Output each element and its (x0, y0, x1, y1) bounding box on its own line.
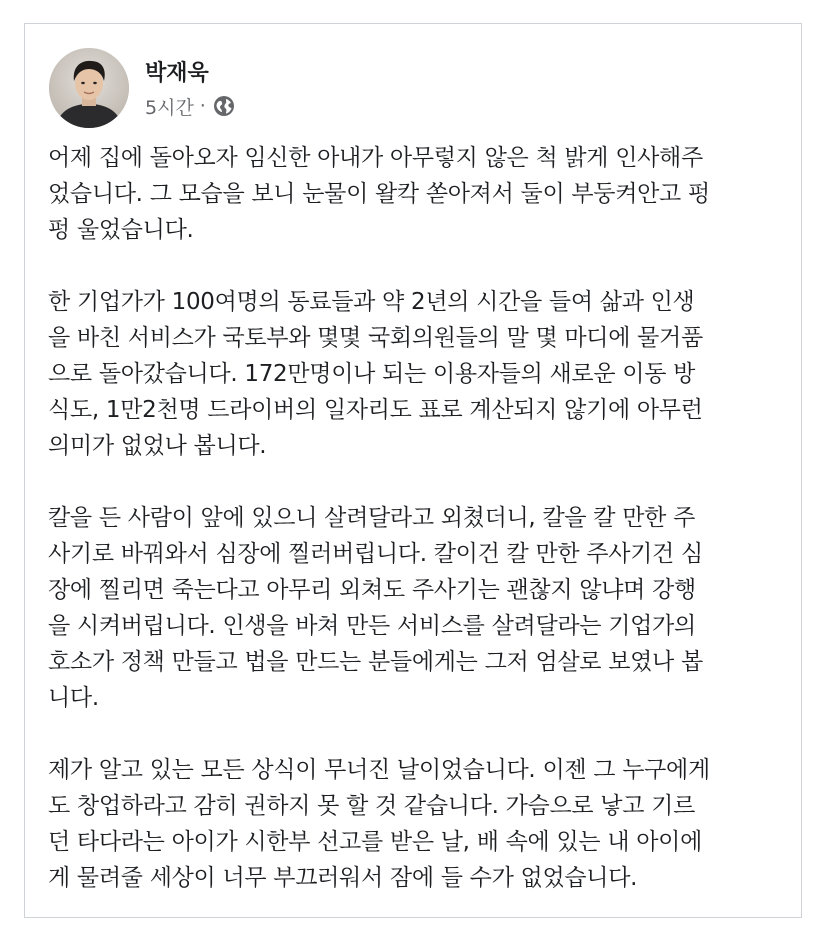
author-name[interactable]: 박재욱 (145, 61, 209, 86)
avatar-photo (49, 48, 129, 128)
post-paragraph: 한 기업가가 100여명의 동료들과 약 2년의 시간을 들여 삶과 인생 을 바친 서비스가 국토부와 몇몇 국회의원들의 말 몇 마디에 물거품 으로 돌아갔습니다. 172만명이나 되는 이용자들의 새로운 이동 방 식도, 1만2천명 드라이버의 일자리도 표로 계산되지 않기에 아무런 의미가 없었나 봅니다. (48, 289, 703, 459)
post-body (48, 140, 786, 896)
post-paragraph: 제가 알고 있는 모든 상식이 무너진 날이었습니다. 이젠 그 누구에게 도 창업하라고 감히 권하지 못 할 것 같습니다. 가슴으로 낳고 기르 던 타다라는 아이가 시한부 선고를 받은 날, 배 속에 있는 내 아이에 게 물려줄 세상이 너무 부끄러워서 잠에 들 수가 없었습니다. (48, 757, 710, 891)
post-meta (145, 92, 235, 120)
post-paragraph: 칼을 든 사람이 앞에 있으니 살려달라고 외쳤더니, 칼을 칼 만한 주 사기로 바꿔와서 심장에 찔러버립니다. 칼이건 칼 만한 주사기건 심 장에 찔리면 죽는다고 아무리 외쳐도 주사기는 괜찮지 않냐며 강행 을 시켜버립니다. 인생을 바쳐 만든 서비스를 살려달라는 기업가의 호소가 정책 만들고 법을 만드는 분들에게는 그저 엄살로 보였나 봅 니다. (48, 505, 703, 711)
avatar[interactable] (49, 48, 129, 128)
post-card (24, 23, 802, 918)
post-paragraph: 어제 집에 돌아오자 임신한 아내가 아무렇지 않은 척 밝게 인사해주 었습니다. 그 모습을 보니 눈물이 왈칵 쏟아져서 둘이 부둥켜안고 펑 펑 울었습니다. (48, 145, 710, 243)
globe-icon[interactable] (213, 95, 235, 117)
post-timestamp[interactable]: 5시간 (145, 96, 194, 119)
meta-separator: · (199, 95, 206, 117)
